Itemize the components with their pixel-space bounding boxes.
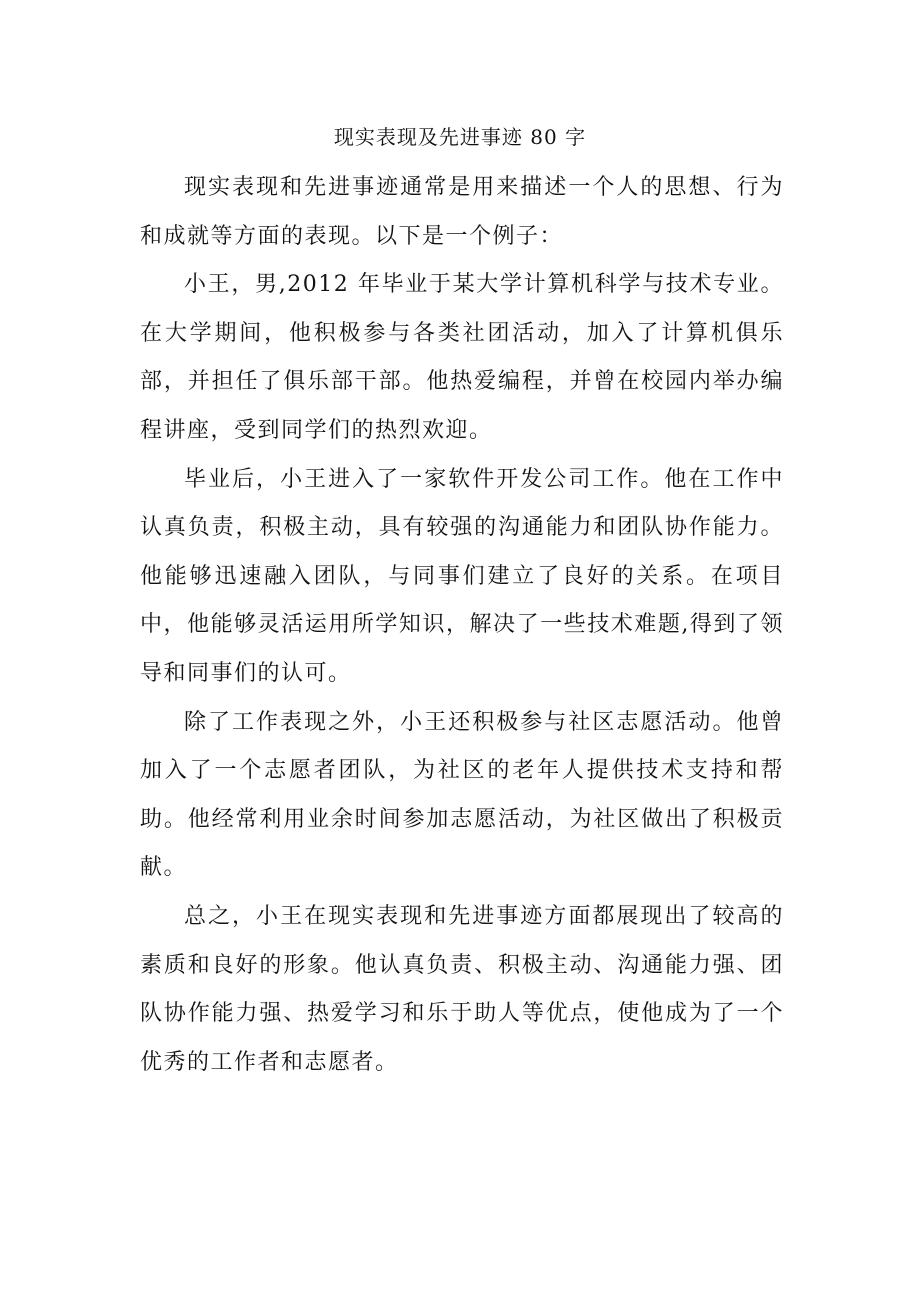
paragraph-education: 小王，男,2012 年毕业于某大学计算机科学与技术专业。在大学期间，他积极参与各类社团活动，加入了计算机俱乐部，并担任了俱乐部干部。他热爱编程，并曾在校园内举办编程讲座，受到同学们的热烈欢迎。 bbox=[140, 272, 784, 443]
paragraph-summary: 总之，小王在现实表现和先进事迹方面都展现出了较高的素质和良好的形象。他认真负责、积极主动、沟通能力强、团队协作能力强、热爱学习和乐于助人等优点，使他成为了一个优秀的工作者和志愿者。 bbox=[140, 903, 784, 1075]
document-body bbox=[140, 164, 784, 1087]
paragraph-work: 毕业后，小王进入了一家软件开发公司工作。他在工作中认真负责，积极主动，具有较强的沟通能力和团队协作能力。他能够迅速融入团队，与同事们建立了良好的关系。在项目中，他能够灵活运用所学知识，解决了一些技术难题,得到了领导和同事们的认可。 bbox=[140, 466, 784, 686]
document-title: 现实表现及先进事迹 80 字 bbox=[333, 125, 587, 149]
paragraph-intro: 现实表现和先进事迹通常是用来描述一个人的思想、行为和成就等方面的表现。以下是一个例子： bbox=[140, 175, 784, 249]
paragraph-volunteer: 除了工作表现之外，小王还积极参与社区志愿活动。他曾加入了一个志愿者团队，为社区的老年人提供技术支持和帮助。他经常利用业余时间参加志愿活动，为社区做出了积极贡献。 bbox=[140, 709, 784, 881]
